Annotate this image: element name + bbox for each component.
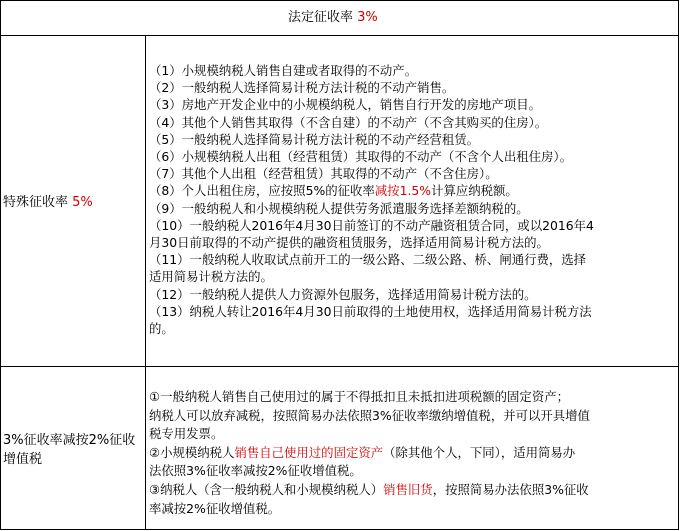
paragraph-line: ①一般纳税人销售自己使用过的属于不得抵扣且未抵扣进项税额的固定资产；: [149, 389, 569, 404]
p2-tail: （除其他个人，下同），适用简易办: [383, 444, 576, 460]
reduced-rate-label-line: 3%征收率减按2%征收: [3, 433, 136, 448]
paragraph-line: 纳税人可以放弃减税，按照简易办法依照3%征收率缴纳增值税，并可以开具增值: [149, 407, 590, 423]
special-rate-label: 特殊征收率: [3, 195, 69, 210]
p3-highlight: 销售旧货: [383, 481, 433, 497]
header-cell: [288, 9, 378, 26]
list-item: （6）小规模纳税人出租（经营租赁）其取得的不动产（不含个人出租住房）。: [149, 149, 572, 165]
reduced-rate-label-cell: [3, 431, 135, 469]
list-item: （2）一般纳税人选择简易计税方法计税的不动产销售。: [149, 80, 455, 96]
list-item: （11）一般纳税人收取试点前开工的一级公路、二级公路、桥、闸通行费，选择: [149, 252, 587, 268]
list-item: （9）一般纳税人和小规模纳税人提供劳务派遣服务选择差额纳税的。: [149, 200, 529, 216]
list-item: （10）一般纳税人2016年4月30日前签订的不动产融资租赁合同，或以2016年4: [149, 217, 594, 233]
item-8-tail: 计算应纳税额。: [431, 183, 518, 199]
list-item-continued: 适用简易计税方法的。: [149, 269, 273, 285]
list-item: [149, 182, 677, 199]
list-item-continued: 的。: [149, 321, 174, 337]
list-item: （12）一般纳税人提供人力资源外包服务，选择适用简易计税方法的。: [149, 286, 537, 302]
column-divider: [145, 36, 146, 530]
list-item: （5）一般纳税人选择简易计税方法计税的不动产经营租赁。: [149, 131, 480, 147]
list-item-continued: 月30日前取得的不动产提供的融资租赁服务，选择适用简易计税方法的。: [149, 235, 549, 251]
p2-text: ②小规模纳税人: [149, 444, 235, 460]
list-item: （4）其他个人销售其取得（不含自建）的不动产（不含其购买的住房）。: [149, 114, 548, 130]
p3-tail: ，按照简易办法依照3%征收: [432, 481, 589, 497]
row-divider: [0, 366, 679, 367]
paragraph-line: 法依照3%征收率减按2%征收增值税。: [149, 463, 362, 479]
p2-highlight: 销售自己使用过的固定资产: [234, 444, 384, 460]
p3-text: ③纳税人（含一般纳税人和小规模纳税人）: [149, 481, 384, 497]
list-item: （1）小规模纳税人销售自建或者取得的不动产。: [149, 63, 418, 78]
special-rate-label-cell: [3, 194, 93, 211]
item-8-text: （8）个人出租住房，应按照5%的征收率: [149, 183, 375, 199]
reduced-rate-label-line: 增值税: [3, 452, 43, 467]
special-rate-items: [149, 62, 677, 337]
special-rate-value: 5%: [72, 195, 93, 210]
header-rate: 3%: [357, 10, 378, 25]
list-item: （3）房地产开发企业中的小规模纳税人，销售自行开发的房地产项目。: [149, 97, 541, 113]
reduced-rate-items: [149, 388, 677, 518]
paragraph-line: [149, 444, 677, 463]
row-divider: [0, 35, 679, 36]
item-8-highlight: 减按1.5%: [374, 183, 432, 199]
paragraph-line: 税专用发票。: [149, 426, 224, 442]
header-label: 法定征收率: [288, 10, 354, 25]
list-item: （7）其他个人出租（经营租赁）其取得的不动产（不含住房）。: [149, 166, 498, 182]
paragraph-line: [149, 481, 677, 500]
list-item: （13）纳税人转让2016年4月30日前取得的土地使用权，选择适用简易计税方法: [149, 303, 592, 319]
paragraph-line: 率减按2%征收增值税。: [149, 500, 281, 516]
